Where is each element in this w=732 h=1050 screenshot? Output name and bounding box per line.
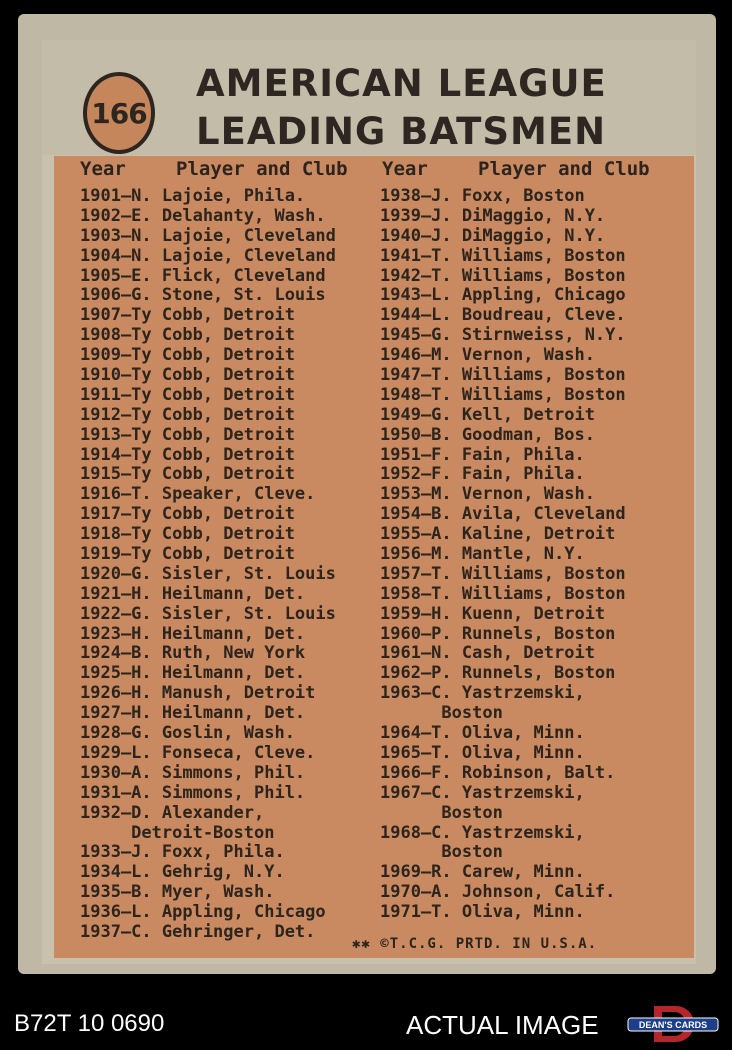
header-club-right: Player and Club <box>478 158 650 180</box>
batting-leader-row: 1963—C. Yastrzemski, <box>380 683 585 704</box>
batting-leader-row: 1953—M. Vernon, Wash. <box>380 484 595 505</box>
batting-leader-row: 1907—Ty Cobb, Detroit <box>80 305 295 326</box>
batting-leader-row: 1908—Ty Cobb, Detroit <box>80 325 295 346</box>
batting-leader-row: 1966—F. Robinson, Balt. <box>380 762 616 783</box>
actual-image-label: ACTUAL IMAGE <box>406 1010 599 1040</box>
batting-leader-row: 1962—P. Runnels, Boston <box>380 663 616 684</box>
batting-leader-row: 1928—G. Goslin, Wash. <box>80 723 295 744</box>
card-number-badge: 166 <box>83 72 155 154</box>
batting-leader-row: 1960—P. Runnels, Boston <box>380 623 616 644</box>
left-column <box>80 186 336 942</box>
batting-leader-row: 1965—T. Oliva, Minn. <box>380 742 585 763</box>
batting-leader-row: Detroit-Boston <box>80 822 275 843</box>
batting-leader-row: 1917—Ty Cobb, Detroit <box>80 504 295 525</box>
batting-leader-row: Boston <box>380 842 503 863</box>
card-title-line2: LEADING BATSMEN <box>196 110 607 153</box>
batting-leader-row: 1949—G. Kell, Detroit <box>380 404 595 425</box>
batting-leader-row: 1918—Ty Cobb, Detroit <box>80 524 295 545</box>
batting-leader-row: 1950—B. Goodman, Bos. <box>380 424 595 445</box>
batting-leader-row: 1954—B. Avila, Cleveland <box>380 504 626 525</box>
batting-leader-row: 1946—M. Vernon, Wash. <box>380 345 595 366</box>
batting-leader-row: 1927—H. Heilmann, Det. <box>80 703 306 724</box>
batting-leader-row: 1956—M. Mantle, N.Y. <box>380 544 585 565</box>
batting-leader-row: 1912—Ty Cobb, Detroit <box>80 404 295 425</box>
batting-leader-row: 1932—D. Alexander, <box>80 802 265 823</box>
batting-leader-row: 1967—C. Yastrzemski, <box>380 782 585 803</box>
batting-leader-row: 1951—F. Fain, Phila. <box>380 444 585 465</box>
batting-leader-row: 1934—L. Gehrig, N.Y. <box>80 862 285 883</box>
copyright-footer: ✱✱ ©T.C.G. PRTD. IN U.S.A. <box>352 936 598 952</box>
batting-leader-row: 1955—A. Kaline, Detroit <box>380 524 616 545</box>
svg-text:DEAN'S CARDS: DEAN'S CARDS <box>638 1020 708 1030</box>
batting-leader-row: 1933—J. Foxx, Phila. <box>80 842 285 863</box>
batting-leader-row: 1948—T. Williams, Boston <box>380 384 626 405</box>
batting-leader-row: 1945—G. Stirnweiss, N.Y. <box>380 325 626 346</box>
batting-leader-row: 1959—H. Kuenn, Detroit <box>380 603 606 624</box>
batting-leader-row: 1961—N. Cash, Detroit <box>380 643 595 664</box>
batting-leader-row: Boston <box>380 802 503 823</box>
batting-leader-row: 1911—Ty Cobb, Detroit <box>80 384 295 405</box>
batting-leader-row: 1968—C. Yastrzemski, <box>380 822 585 843</box>
batting-leader-row: 1925—H. Heilmann, Det. <box>80 663 306 684</box>
batting-leader-row: 1940—J. DiMaggio, N.Y. <box>380 225 606 246</box>
batting-leader-row: 1942—T. Williams, Boston <box>380 265 626 286</box>
header-year-left: Year <box>80 158 126 180</box>
batting-leader-row: 1947—T. Williams, Boston <box>380 365 626 386</box>
batting-leader-row: 1916—T. Speaker, Cleve. <box>80 484 316 505</box>
batting-leader-row: Boston <box>380 703 503 724</box>
batting-leader-row: 1938—J. Foxx, Boston <box>380 186 585 206</box>
inventory-code: B72T 10 0690 <box>14 1010 165 1037</box>
batting-leader-row: 1902—E. Delahanty, Wash. <box>80 205 326 226</box>
batting-leader-row: 1924—B. Ruth, New York <box>80 643 306 664</box>
batting-leader-row: 1906—G. Stone, St. Louis <box>80 285 326 306</box>
batting-leader-row: 1939—J. DiMaggio, N.Y. <box>380 205 606 226</box>
batting-leader-row: 1941—T. Williams, Boston <box>380 245 626 266</box>
batting-leader-row: 1904—N. Lajoie, Cleveland <box>80 245 336 266</box>
batting-leader-row: 1923—H. Heilmann, Det. <box>80 623 306 644</box>
batting-leader-row: 1910—Ty Cobb, Detroit <box>80 365 295 386</box>
batting-leader-row: 1957—T. Williams, Boston <box>380 563 626 584</box>
batting-leader-row: 1920—G. Sisler, St. Louis <box>80 563 336 584</box>
batting-leader-row: 1915—Ty Cobb, Detroit <box>80 464 295 485</box>
batting-leader-row: 1944—L. Boudreau, Cleve. <box>380 305 626 326</box>
header-year-right: Year <box>382 158 428 180</box>
batting-leader-row: 1937—C. Gehringer, Det. <box>80 921 316 942</box>
header-club-left: Player and Club <box>176 158 348 180</box>
batting-leader-row: 1936—L. Appling, Chicago <box>80 902 326 923</box>
batting-leader-row: 1929—L. Fonseca, Cleve. <box>80 742 316 763</box>
batting-leader-row: 1919—Ty Cobb, Detroit <box>80 544 295 565</box>
batting-leader-row: 1905—E. Flick, Cleveland <box>80 265 326 286</box>
batting-leader-row: 1930—A. Simmons, Phil. <box>80 762 306 783</box>
deans-cards-logo <box>626 1004 720 1044</box>
batting-leader-row: 1969—R. Carew, Minn. <box>380 862 585 883</box>
batting-leader-row: 1958—T. Williams, Boston <box>380 583 626 604</box>
batting-leader-row: 1952—F. Fain, Phila. <box>380 464 585 485</box>
batting-leader-row: 1903—N. Lajoie, Cleveland <box>80 225 336 246</box>
right-column <box>380 186 626 922</box>
batting-leader-row: 1909—Ty Cobb, Detroit <box>80 345 295 366</box>
batting-leader-row: 1931—A. Simmons, Phil. <box>80 782 306 803</box>
batting-leader-row: 1901—N. Lajoie, Phila. <box>80 186 306 206</box>
batting-leader-row: 1943—L. Appling, Chicago <box>380 285 626 306</box>
batting-leader-row: 1964—T. Oliva, Minn. <box>380 723 585 744</box>
batting-leader-row: 1971—T. Oliva, Minn. <box>380 902 585 923</box>
batting-leader-row: 1914—Ty Cobb, Detroit <box>80 444 295 465</box>
batting-leader-row: 1921—H. Heilmann, Det. <box>80 583 306 604</box>
batting-leader-row: 1970—A. Johnson, Calif. <box>380 882 616 903</box>
batting-leader-row: 1913—Ty Cobb, Detroit <box>80 424 295 445</box>
batting-leader-row: 1926—H. Manush, Detroit <box>80 683 316 704</box>
card-title-line1: AMERICAN LEAGUE <box>196 62 607 105</box>
batting-leader-row: 1922—G. Sisler, St. Louis <box>80 603 336 624</box>
batting-leader-row: 1935—B. Myer, Wash. <box>80 882 275 903</box>
